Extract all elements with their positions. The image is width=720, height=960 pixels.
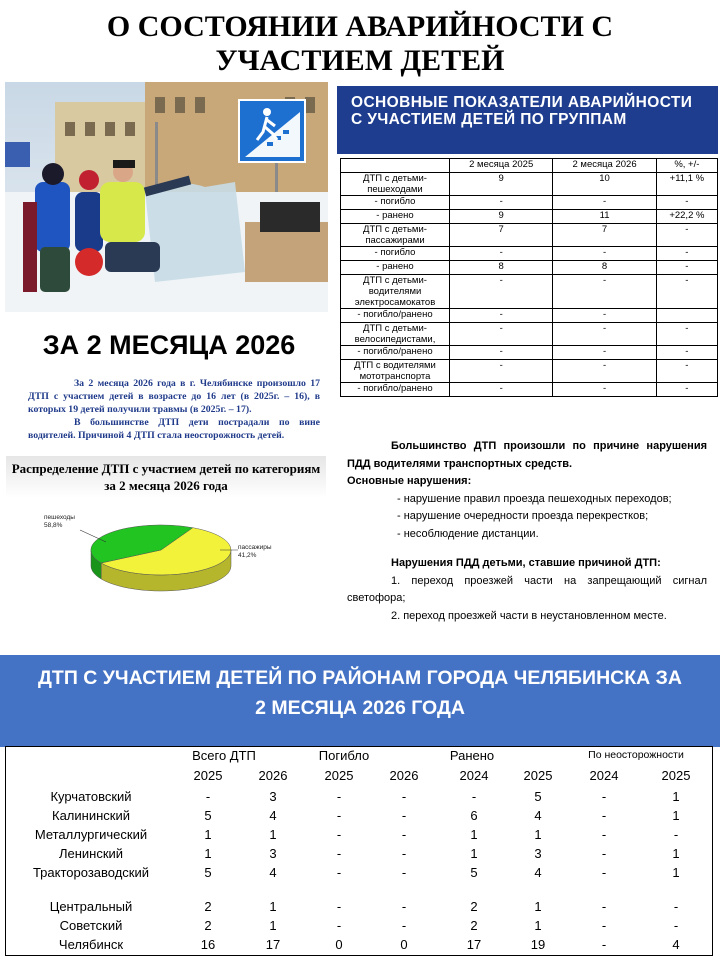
groups-cell: - bbox=[553, 309, 656, 323]
summary-paragraph-1: За 2 месяца 2026 года в г. Челябинске произошло 17 ДТП с участием детей в возрасте до 16 лет (в 2025г. – 16), в которых 19 детей получили травмы (в 2025г. – 17). bbox=[28, 378, 320, 415]
district-cell: 4 bbox=[672, 937, 680, 952]
district-cell: 1 bbox=[269, 918, 277, 933]
year-header: 2024 bbox=[459, 768, 489, 783]
groups-col-header: 2 месяца 2025 bbox=[450, 159, 553, 173]
groups-cell: - bbox=[450, 275, 553, 309]
district-cell: 19 bbox=[530, 937, 546, 952]
groups-col-header: 2 месяца 2026 bbox=[553, 159, 656, 173]
district-cell: 17 bbox=[466, 937, 482, 952]
groups-cell: 8 bbox=[553, 261, 656, 275]
year-header: 2025 bbox=[193, 768, 223, 783]
district-cell: 4 bbox=[534, 865, 542, 880]
title-line-1: О СОСТОЯНИИ АВАРИЙНОСТИ С bbox=[106, 10, 614, 43]
district-cell: - bbox=[673, 827, 679, 842]
violations-title: Основные нарушения: bbox=[347, 475, 472, 487]
district-cell: 1 bbox=[204, 827, 212, 842]
district-cell: 1 bbox=[672, 846, 680, 861]
groups-cell: 7 bbox=[553, 224, 656, 247]
groups-header: ОСНОВНЫЕ ПОКАЗАТЕЛИ АВАРИЙНОСТИ С УЧАСТИЕМ ДЕТЕЙ ПО ГРУППАМ bbox=[337, 86, 718, 154]
groups-row-label: - погибло/ранено bbox=[341, 346, 450, 360]
pie-label-pedestrians bbox=[44, 514, 75, 530]
groups-col-header: %, +/- bbox=[656, 159, 717, 173]
district-cell: - bbox=[401, 808, 407, 823]
groups-cell: - bbox=[450, 360, 553, 383]
district-cell: - bbox=[336, 918, 342, 933]
groups-cell bbox=[656, 309, 717, 323]
traffic-police-photo bbox=[5, 82, 328, 312]
page-title bbox=[0, 10, 720, 78]
pie-label-passengers bbox=[238, 544, 272, 560]
groups-cell: - bbox=[656, 383, 717, 397]
groups-cell: - bbox=[450, 383, 553, 397]
groups-row-label: ДТП с детьми-велосипедистами, bbox=[341, 323, 450, 346]
violation-item: - нарушение правил проезда пешеходных переходов; bbox=[397, 492, 672, 505]
summary-paragraph-2: В большинстве ДТП дети пострадали по вине водителей. Причиной 4 ДТП стала неосторожность детей. bbox=[28, 417, 320, 441]
year-header: 2025 bbox=[324, 768, 354, 783]
groups-cell: - bbox=[553, 383, 656, 397]
groups-row-label: ДТП с водителями мототранспорта bbox=[341, 360, 450, 383]
groups-table-row bbox=[341, 360, 718, 383]
groups-cell: - bbox=[450, 346, 553, 360]
district-cell: 1 bbox=[534, 918, 542, 933]
groups-cell: - bbox=[450, 309, 553, 323]
groups-cell: - bbox=[656, 247, 717, 261]
district-cell: 1 bbox=[470, 846, 478, 861]
notes-section bbox=[347, 438, 707, 625]
pie-label-pedestrians-name: пешеходы bbox=[44, 514, 75, 521]
groups-cell: +11,1 % bbox=[656, 173, 717, 196]
district-cell: - bbox=[401, 846, 407, 861]
groups-cell: - bbox=[656, 261, 717, 275]
groups-table bbox=[340, 158, 718, 397]
district-cell: - bbox=[336, 865, 342, 880]
district-cell: 2 bbox=[204, 899, 212, 914]
groups-cell: - bbox=[656, 196, 717, 210]
district-cell: 1 bbox=[672, 865, 680, 880]
district-cell: 4 bbox=[269, 865, 277, 880]
district-cell: 3 bbox=[534, 846, 542, 861]
pie-chart bbox=[6, 500, 326, 620]
district-cell: - bbox=[336, 789, 342, 804]
groups-table-row bbox=[341, 173, 718, 196]
district-cell: 1 bbox=[534, 827, 542, 842]
year-header: 2026 bbox=[389, 768, 419, 783]
groups-table-row bbox=[341, 224, 718, 247]
violation-item: - нарушение очередности проезда перекрестков; bbox=[397, 510, 649, 522]
district-cell: - bbox=[673, 899, 679, 914]
district-cell: 2 bbox=[204, 918, 212, 933]
groups-row-label: - погибло bbox=[341, 247, 450, 261]
pie-label-passengers-value: 41,2% bbox=[238, 552, 257, 559]
groups-row-label: - погибло/ранено bbox=[341, 383, 450, 397]
pie-label-passengers-name: пассажиры bbox=[238, 544, 272, 551]
groups-cell: - bbox=[553, 323, 656, 346]
groups-table-row bbox=[341, 383, 718, 397]
district-name: Курчатовский bbox=[50, 789, 132, 804]
groups-cell: - bbox=[656, 224, 717, 247]
groups-cell: - bbox=[450, 323, 553, 346]
district-cell: - bbox=[401, 899, 407, 914]
groups-cell: - bbox=[656, 323, 717, 346]
district-cell: 0 bbox=[335, 937, 343, 952]
pie-title-line-1: Распределение ДТП с участием детей по категориям bbox=[11, 461, 321, 476]
year-header: 2026 bbox=[258, 768, 288, 783]
groups-row-label: ДТП с детьми-пешеходами bbox=[341, 173, 450, 196]
group-header-injured: Ранено bbox=[449, 748, 495, 763]
groups-table-body bbox=[341, 159, 718, 397]
district-cell: - bbox=[336, 827, 342, 842]
groups-row-label: - ранено bbox=[341, 210, 450, 224]
district-cell: 2 bbox=[470, 899, 478, 914]
groups-table-row bbox=[341, 275, 718, 309]
groups-col-header bbox=[341, 159, 450, 173]
groups-cell: - bbox=[656, 275, 717, 309]
districts-table bbox=[5, 746, 713, 956]
districts-header bbox=[0, 655, 720, 747]
district-name: Тракторозаводский bbox=[32, 865, 150, 880]
district-cell: 16 bbox=[200, 937, 216, 952]
district-cell: 17 bbox=[265, 937, 281, 952]
district-cell: - bbox=[601, 918, 607, 933]
district-cell: 6 bbox=[470, 808, 478, 823]
district-cell: - bbox=[601, 937, 607, 952]
district-name: Калининский bbox=[52, 808, 130, 823]
district-cell: 2 bbox=[470, 918, 478, 933]
violation-item: - несоблюдение дистанции. bbox=[397, 527, 539, 540]
groups-table-row bbox=[341, 247, 718, 261]
district-cell: - bbox=[601, 789, 607, 804]
district-cell: - bbox=[205, 789, 211, 804]
district-name: Ленинский bbox=[58, 846, 124, 861]
children-violation-item: 1. переход проезжей части на запрещающий сигнал светофора; bbox=[347, 574, 707, 604]
groups-cell: 7 bbox=[450, 224, 553, 247]
district-cell: - bbox=[673, 918, 679, 933]
groups-cell: - bbox=[553, 275, 656, 309]
district-cell: 1 bbox=[204, 846, 212, 861]
year-header: 2024 bbox=[589, 768, 619, 783]
groups-cell: - bbox=[553, 196, 656, 210]
district-cell: 5 bbox=[204, 865, 212, 880]
district-cell: - bbox=[336, 846, 342, 861]
district-cell: 1 bbox=[672, 789, 680, 804]
districts-header-line-1: ДТП С УЧАСТИЕМ ДЕТЕЙ ПО РАЙОНАМ ГОРОДА ЧЕЛЯБИНСКА ЗА bbox=[38, 667, 682, 689]
groups-cell: 9 bbox=[450, 173, 553, 196]
groups-cell: +22,2 % bbox=[656, 210, 717, 224]
groups-row-label: - погибло bbox=[341, 196, 450, 210]
district-name: Советский bbox=[59, 918, 123, 933]
groups-cell: 10 bbox=[553, 173, 656, 196]
groups-cell: 9 bbox=[450, 210, 553, 224]
title-line-2: УЧАСТИЕМ ДЕТЕЙ bbox=[215, 44, 505, 77]
district-cell: 1 bbox=[470, 827, 478, 842]
pie-title-line-2: за 2 месяца 2026 года bbox=[104, 478, 228, 493]
groups-cell: - bbox=[553, 247, 656, 261]
groups-table-row bbox=[341, 261, 718, 275]
groups-table-row bbox=[341, 196, 718, 210]
district-cell: 4 bbox=[269, 808, 277, 823]
pedestrian-crossing-sign-icon bbox=[239, 100, 305, 162]
groups-row-label: - погибло/ранено bbox=[341, 309, 450, 323]
groups-cell: - bbox=[656, 360, 717, 383]
district-name: Центральный bbox=[49, 899, 133, 914]
groups-table-row bbox=[341, 210, 718, 224]
district-cell: - bbox=[401, 789, 407, 804]
groups-table-row bbox=[341, 309, 718, 323]
notes-main-cause: Большинство ДТП произошли по причине нарушения ПДД водителями транспортных средств. bbox=[347, 440, 707, 470]
groups-table-header-row bbox=[341, 159, 718, 173]
district-cell: - bbox=[601, 846, 607, 861]
district-name: Металлургический bbox=[34, 827, 148, 842]
district-cell: - bbox=[471, 789, 477, 804]
children-violations-title: Нарушения ПДД детьми, ставшие причиной ДТП: bbox=[391, 557, 661, 569]
districts-header-line-2: 2 МЕСЯЦА 2026 ГОДА bbox=[255, 697, 465, 719]
pie-leader-line bbox=[80, 530, 106, 542]
district-cell: - bbox=[401, 827, 407, 842]
groups-row-label: - ранено bbox=[341, 261, 450, 275]
district-cell: - bbox=[336, 899, 342, 914]
year-header: 2025 bbox=[661, 768, 691, 783]
district-cell: 4 bbox=[534, 808, 542, 823]
groups-cell: - bbox=[553, 360, 656, 383]
district-cell: - bbox=[601, 827, 607, 842]
district-cell: 1 bbox=[534, 899, 542, 914]
groups-cell: - bbox=[450, 196, 553, 210]
district-cell: - bbox=[601, 899, 607, 914]
pie-chart-title bbox=[6, 460, 326, 494]
groups-cell: 11 bbox=[553, 210, 656, 224]
groups-table-row bbox=[341, 346, 718, 360]
groups-cell: - bbox=[553, 346, 656, 360]
district-cell: 3 bbox=[269, 789, 277, 804]
district-cell: 3 bbox=[269, 846, 277, 861]
district-cell: 1 bbox=[672, 808, 680, 823]
district-cell: - bbox=[601, 865, 607, 880]
district-name: Челябинск bbox=[58, 937, 124, 952]
district-cell: 5 bbox=[534, 789, 542, 804]
groups-cell: 8 bbox=[450, 261, 553, 275]
groups-cell: - bbox=[656, 346, 717, 360]
district-cell: - bbox=[401, 918, 407, 933]
children-violation-item: 2. переход проезжей части в неустановленном месте. bbox=[391, 609, 667, 622]
district-cell: - bbox=[401, 865, 407, 880]
groups-table-row bbox=[341, 323, 718, 346]
district-cell: 0 bbox=[400, 937, 408, 952]
summary-text bbox=[28, 377, 320, 442]
district-cell: - bbox=[336, 808, 342, 823]
groups-cell: - bbox=[450, 247, 553, 261]
group-header-killed: Погибло bbox=[318, 748, 370, 763]
district-cell: 1 bbox=[269, 827, 277, 842]
period-heading: ЗА 2 МЕСЯЦА 2026 bbox=[42, 330, 296, 360]
district-cell: 1 bbox=[269, 899, 277, 914]
district-cell: 5 bbox=[470, 865, 478, 880]
year-header: 2025 bbox=[523, 768, 553, 783]
group-header-total: Всего ДТП bbox=[192, 748, 256, 763]
district-cell: 5 bbox=[204, 808, 212, 823]
district-cell: - bbox=[601, 808, 607, 823]
pie-label-pedestrians-value: 58,8% bbox=[44, 522, 63, 529]
group-header-carelessness: По неосторожности bbox=[588, 749, 684, 761]
groups-row-label: ДТП с детьми-пассажирами bbox=[341, 224, 450, 247]
groups-row-label: ДТП с детьми-водителями электросамокатов bbox=[341, 275, 450, 309]
